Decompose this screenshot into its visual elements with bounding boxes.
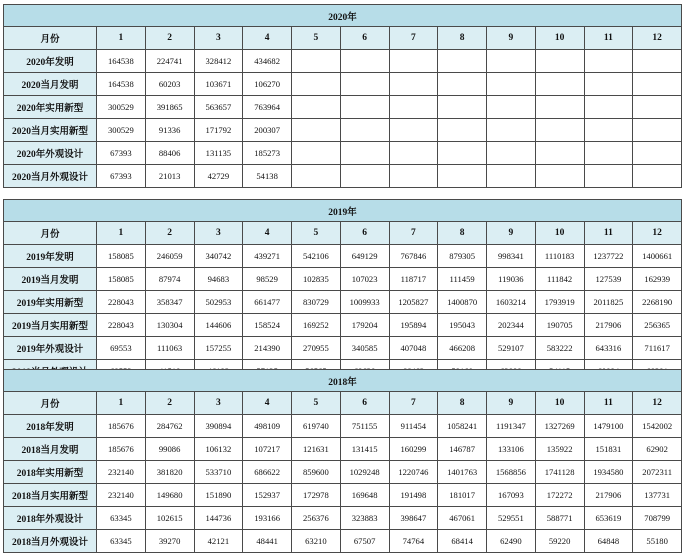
value-cell: 191498	[389, 484, 438, 507]
value-cell: 146787	[438, 438, 487, 461]
month-header-cell: 2	[145, 392, 194, 415]
month-header-row	[4, 27, 682, 50]
value-cell: 193166	[243, 507, 292, 530]
month-header-cell: 5	[292, 27, 341, 50]
value-cell: 224741	[145, 50, 194, 73]
year-title: 2019年	[4, 200, 682, 222]
table-row	[4, 245, 682, 268]
table-row	[4, 507, 682, 530]
value-cell: 179204	[340, 314, 389, 337]
value-cell: 398647	[389, 507, 438, 530]
value-cell: 246059	[145, 245, 194, 268]
value-cell	[487, 165, 536, 188]
value-cell: 42729	[194, 165, 243, 188]
value-cell	[292, 142, 341, 165]
value-cell: 131135	[194, 142, 243, 165]
year-title: 2020年	[4, 5, 682, 27]
value-cell: 67507	[340, 530, 389, 553]
value-cell: 135922	[535, 438, 584, 461]
value-cell: 59220	[535, 530, 584, 553]
row-label: 2018年实用新型	[4, 461, 97, 484]
value-cell: 39270	[145, 530, 194, 553]
value-cell: 998341	[487, 245, 536, 268]
value-cell: 62902	[633, 438, 682, 461]
value-cell: 131415	[340, 438, 389, 461]
table-row	[4, 530, 682, 553]
value-cell: 172272	[535, 484, 584, 507]
value-cell: 763964	[243, 96, 292, 119]
value-cell: 1741128	[535, 461, 584, 484]
month-header-cell: 7	[389, 222, 438, 245]
value-cell: 502953	[194, 291, 243, 314]
value-cell	[584, 142, 633, 165]
value-cell: 171792	[194, 119, 243, 142]
value-cell: 232140	[97, 461, 146, 484]
value-cell: 1220746	[389, 461, 438, 484]
month-header-cell: 10	[535, 222, 584, 245]
value-cell: 217906	[584, 484, 633, 507]
month-header-cell: 3	[194, 222, 243, 245]
value-cell: 121631	[292, 438, 341, 461]
value-cell: 1400661	[633, 245, 682, 268]
row-label: 2018当月外观设计	[4, 530, 97, 553]
value-cell	[633, 142, 682, 165]
value-cell: 1191347	[487, 415, 536, 438]
value-cell	[535, 119, 584, 142]
value-cell	[389, 142, 438, 165]
row-label: 2018年发明	[4, 415, 97, 438]
value-cell: 67393	[97, 142, 146, 165]
month-header-cell: 2	[145, 222, 194, 245]
value-cell: 643316	[584, 337, 633, 360]
value-cell: 1029248	[340, 461, 389, 484]
value-cell: 185273	[243, 142, 292, 165]
value-cell: 202344	[487, 314, 536, 337]
value-cell: 256365	[633, 314, 682, 337]
month-header-cell: 11	[584, 27, 633, 50]
value-cell: 466208	[438, 337, 487, 360]
value-cell: 42121	[194, 530, 243, 553]
row-label: 2018当月发明	[4, 438, 97, 461]
month-header-cell: 9	[487, 222, 536, 245]
month-header-cell: 8	[438, 222, 487, 245]
value-cell: 91336	[145, 119, 194, 142]
month-header-cell: 1	[97, 27, 146, 50]
value-cell	[438, 119, 487, 142]
value-cell: 67393	[97, 165, 146, 188]
value-cell: 232140	[97, 484, 146, 507]
row-label: 2018当月实用新型	[4, 484, 97, 507]
value-cell	[389, 96, 438, 119]
month-header-cell: 12	[633, 392, 682, 415]
value-cell	[535, 50, 584, 73]
value-cell: 119036	[487, 268, 536, 291]
value-cell: 1934580	[584, 461, 633, 484]
value-cell	[535, 73, 584, 96]
value-cell: 102835	[292, 268, 341, 291]
table-row	[4, 119, 682, 142]
month-header-cell: 11	[584, 392, 633, 415]
value-cell	[340, 50, 389, 73]
table-row	[4, 50, 682, 73]
month-header-cell: 6	[340, 27, 389, 50]
value-cell: 358347	[145, 291, 194, 314]
value-cell: 195043	[438, 314, 487, 337]
table-row	[4, 73, 682, 96]
value-cell: 64848	[584, 530, 633, 553]
value-cell: 172978	[292, 484, 341, 507]
value-cell: 162939	[633, 268, 682, 291]
value-cell	[389, 50, 438, 73]
month-header-cell: 7	[389, 392, 438, 415]
value-cell: 1009933	[340, 291, 389, 314]
value-cell	[389, 119, 438, 142]
month-header-cell: 11	[584, 222, 633, 245]
value-cell: 107023	[340, 268, 389, 291]
value-cell	[292, 96, 341, 119]
value-cell	[292, 119, 341, 142]
table-row	[4, 96, 682, 119]
value-cell: 1603214	[487, 291, 536, 314]
value-cell: 111459	[438, 268, 487, 291]
value-cell: 158085	[97, 245, 146, 268]
value-cell: 653619	[584, 507, 633, 530]
row-label: 2019年外观设计	[4, 337, 97, 360]
table-row	[4, 415, 682, 438]
month-header-cell: 10	[535, 392, 584, 415]
value-cell: 88406	[145, 142, 194, 165]
value-cell: 1568856	[487, 461, 536, 484]
value-cell: 228043	[97, 314, 146, 337]
month-header-cell: 1	[97, 392, 146, 415]
value-cell: 127539	[584, 268, 633, 291]
value-cell: 270955	[292, 337, 341, 360]
value-cell: 48441	[243, 530, 292, 553]
value-cell	[340, 165, 389, 188]
value-cell	[340, 73, 389, 96]
value-cell	[292, 50, 341, 73]
row-label: 2019年发明	[4, 245, 97, 268]
value-cell: 62490	[487, 530, 536, 553]
month-header-cell: 12	[633, 222, 682, 245]
value-cell: 74764	[389, 530, 438, 553]
value-cell	[340, 142, 389, 165]
value-cell: 152937	[243, 484, 292, 507]
value-cell: 149680	[145, 484, 194, 507]
month-header-cell: 3	[194, 27, 243, 50]
value-cell: 118717	[389, 268, 438, 291]
value-cell	[584, 119, 633, 142]
value-cell	[584, 165, 633, 188]
value-cell	[340, 96, 389, 119]
value-cell: 911454	[389, 415, 438, 438]
value-cell: 284762	[145, 415, 194, 438]
row-label: 2020当月外观设计	[4, 165, 97, 188]
value-cell: 54138	[243, 165, 292, 188]
value-cell: 328412	[194, 50, 243, 73]
value-cell: 649129	[340, 245, 389, 268]
value-cell	[438, 96, 487, 119]
value-cell: 1327269	[535, 415, 584, 438]
value-cell: 767846	[389, 245, 438, 268]
value-cell: 439271	[243, 245, 292, 268]
value-cell: 99086	[145, 438, 194, 461]
value-cell: 106270	[243, 73, 292, 96]
month-header-cell: 6	[340, 222, 389, 245]
value-cell: 498109	[243, 415, 292, 438]
value-cell	[535, 165, 584, 188]
table-row	[4, 165, 682, 188]
month-header-cell: 12	[633, 27, 682, 50]
value-cell: 619740	[292, 415, 341, 438]
value-cell	[438, 165, 487, 188]
value-cell: 467061	[438, 507, 487, 530]
value-cell: 434682	[243, 50, 292, 73]
value-cell	[389, 73, 438, 96]
value-cell: 563657	[194, 96, 243, 119]
month-header-cell: 3	[194, 392, 243, 415]
value-cell: 169252	[292, 314, 341, 337]
row-label: 2020年外观设计	[4, 142, 97, 165]
value-cell: 144606	[194, 314, 243, 337]
row-label: 2020年实用新型	[4, 96, 97, 119]
value-cell	[584, 73, 633, 96]
value-cell: 2011825	[584, 291, 633, 314]
value-cell: 195894	[389, 314, 438, 337]
value-cell: 529107	[487, 337, 536, 360]
value-cell: 588771	[535, 507, 584, 530]
value-cell: 21013	[145, 165, 194, 188]
value-cell	[389, 165, 438, 188]
month-header-label: 月份	[4, 27, 97, 50]
value-cell	[487, 50, 536, 73]
value-cell	[292, 165, 341, 188]
value-cell: 583222	[535, 337, 584, 360]
value-cell	[340, 119, 389, 142]
month-header-cell: 9	[487, 392, 536, 415]
month-header-cell: 9	[487, 27, 536, 50]
value-cell: 87974	[145, 268, 194, 291]
row-label: 2019当月发明	[4, 268, 97, 291]
month-header-cell: 1	[97, 222, 146, 245]
value-cell	[487, 142, 536, 165]
value-cell: 137731	[633, 484, 682, 507]
value-cell: 751155	[340, 415, 389, 438]
month-header-cell: 4	[243, 222, 292, 245]
value-cell: 879305	[438, 245, 487, 268]
value-cell: 542106	[292, 245, 341, 268]
value-cell: 708799	[633, 507, 682, 530]
value-cell: 323883	[340, 507, 389, 530]
value-cell: 340585	[340, 337, 389, 360]
value-cell	[584, 96, 633, 119]
table-row	[4, 337, 682, 360]
value-cell: 63345	[97, 530, 146, 553]
value-cell	[633, 96, 682, 119]
value-cell: 158085	[97, 268, 146, 291]
table-2018	[3, 369, 682, 553]
value-cell	[633, 165, 682, 188]
value-cell: 185676	[97, 415, 146, 438]
value-cell: 68414	[438, 530, 487, 553]
row-label: 2020当月发明	[4, 73, 97, 96]
value-cell	[292, 73, 341, 96]
month-header-cell: 8	[438, 392, 487, 415]
month-header-label: 月份	[4, 222, 97, 245]
value-cell: 2072311	[633, 461, 682, 484]
value-cell: 111063	[145, 337, 194, 360]
month-header-cell: 10	[535, 27, 584, 50]
month-header-cell: 2	[145, 27, 194, 50]
value-cell: 157255	[194, 337, 243, 360]
value-cell: 164538	[97, 73, 146, 96]
value-cell: 529551	[487, 507, 536, 530]
table-row	[4, 268, 682, 291]
value-cell: 1205827	[389, 291, 438, 314]
value-cell: 2268190	[633, 291, 682, 314]
value-cell	[584, 50, 633, 73]
value-cell: 63345	[97, 507, 146, 530]
value-cell	[487, 73, 536, 96]
row-label: 2020年发明	[4, 50, 97, 73]
value-cell: 151890	[194, 484, 243, 507]
value-cell: 533710	[194, 461, 243, 484]
value-cell: 102615	[145, 507, 194, 530]
value-cell: 144736	[194, 507, 243, 530]
month-header-cell: 6	[340, 392, 389, 415]
month-header-cell: 8	[438, 27, 487, 50]
value-cell: 390894	[194, 415, 243, 438]
value-cell: 1400870	[438, 291, 487, 314]
row-label: 2018年外观设计	[4, 507, 97, 530]
value-cell	[633, 73, 682, 96]
value-cell	[487, 96, 536, 119]
value-cell: 1542002	[633, 415, 682, 438]
value-cell	[487, 119, 536, 142]
value-cell: 106132	[194, 438, 243, 461]
year-title: 2018年	[4, 370, 682, 392]
value-cell: 830729	[292, 291, 341, 314]
value-cell: 256376	[292, 507, 341, 530]
value-cell: 1479100	[584, 415, 633, 438]
value-cell: 103671	[194, 73, 243, 96]
value-cell: 711617	[633, 337, 682, 360]
value-cell: 661477	[243, 291, 292, 314]
value-cell: 381820	[145, 461, 194, 484]
month-header-cell: 5	[292, 392, 341, 415]
value-cell: 1237722	[584, 245, 633, 268]
value-cell: 130304	[145, 314, 194, 337]
row-label: 2019年实用新型	[4, 291, 97, 314]
table-row	[4, 142, 682, 165]
table-row	[4, 291, 682, 314]
value-cell: 151831	[584, 438, 633, 461]
value-cell: 1110183	[535, 245, 584, 268]
value-cell: 686622	[243, 461, 292, 484]
value-cell: 300529	[97, 119, 146, 142]
value-cell: 69553	[97, 337, 146, 360]
month-header-row	[4, 392, 682, 415]
value-cell: 185676	[97, 438, 146, 461]
value-cell: 391865	[145, 96, 194, 119]
value-cell: 158524	[243, 314, 292, 337]
month-header-cell: 5	[292, 222, 341, 245]
month-header-cell: 4	[243, 392, 292, 415]
value-cell	[633, 119, 682, 142]
table-row	[4, 461, 682, 484]
value-cell	[438, 142, 487, 165]
value-cell: 164538	[97, 50, 146, 73]
value-cell: 55180	[633, 530, 682, 553]
value-cell: 111842	[535, 268, 584, 291]
table-2020	[3, 4, 682, 188]
value-cell	[438, 73, 487, 96]
value-cell: 60203	[145, 73, 194, 96]
value-cell: 167093	[487, 484, 536, 507]
value-cell: 190705	[535, 314, 584, 337]
value-cell: 1793919	[535, 291, 584, 314]
value-cell: 859600	[292, 461, 341, 484]
value-cell: 340742	[194, 245, 243, 268]
month-header-row	[4, 222, 682, 245]
value-cell	[438, 50, 487, 73]
value-cell: 107217	[243, 438, 292, 461]
value-cell: 300529	[97, 96, 146, 119]
value-cell: 407048	[389, 337, 438, 360]
value-cell: 169648	[340, 484, 389, 507]
value-cell	[535, 142, 584, 165]
table-row	[4, 314, 682, 337]
value-cell: 217906	[584, 314, 633, 337]
row-label: 2020当月实用新型	[4, 119, 97, 142]
month-header-cell: 7	[389, 27, 438, 50]
value-cell: 1058241	[438, 415, 487, 438]
value-cell: 228043	[97, 291, 146, 314]
value-cell	[633, 50, 682, 73]
month-header-label: 月份	[4, 392, 97, 415]
table-row	[4, 484, 682, 507]
value-cell: 214390	[243, 337, 292, 360]
value-cell: 200307	[243, 119, 292, 142]
table-2019	[3, 199, 682, 383]
table-row	[4, 438, 682, 461]
row-label: 2019当月实用新型	[4, 314, 97, 337]
value-cell: 160299	[389, 438, 438, 461]
value-cell	[535, 96, 584, 119]
value-cell: 133106	[487, 438, 536, 461]
value-cell: 63210	[292, 530, 341, 553]
month-header-cell: 4	[243, 27, 292, 50]
value-cell: 94683	[194, 268, 243, 291]
value-cell: 98529	[243, 268, 292, 291]
value-cell: 1401763	[438, 461, 487, 484]
value-cell: 181017	[438, 484, 487, 507]
